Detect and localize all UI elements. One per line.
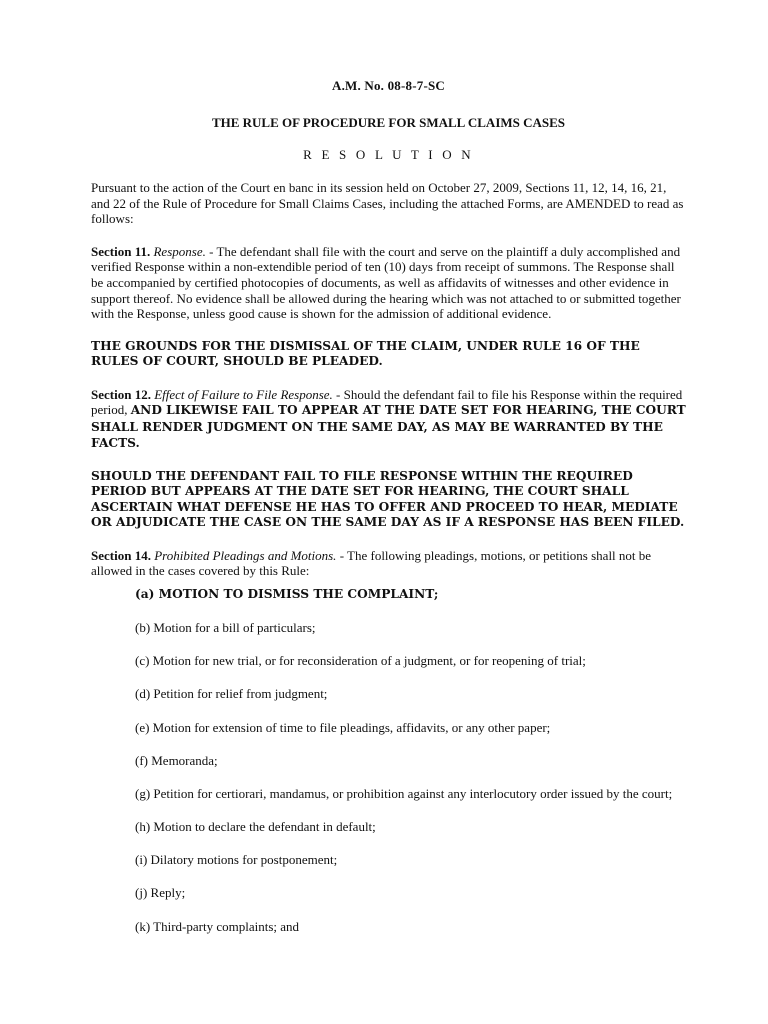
resolution-heading-text: R E S O L U T I O N <box>303 147 474 162</box>
prohibited-pleadings-list <box>91 587 686 934</box>
list-item: (g) Petition for certiorari, mandamus, or prohibition against any interlocutory order issued by the court; <box>135 785 673 801</box>
list-item: (f) Memoranda; <box>135 752 218 768</box>
section-12-caps-inline: AND LIKEWISE FAIL TO APPEAR AT THE DATE SET FOR HEARING, THE COURT SHALL RENDER JUDGMENT ON THE SAME DAY, AS MAY BE WARRANTED BY THE FACTS. <box>91 403 686 451</box>
list-item: (c) Motion for new trial, or for reconsideration of a judgment, or for reopening of trial; <box>135 653 586 669</box>
section-11-caps-paragraph: THE GROUNDS FOR THE DISMISSAL OF THE CLAIM, UNDER RULE 16 OF THE RULES OF COURT, SHOULD BE PLEADED. <box>91 338 640 369</box>
resolution-heading <box>91 147 686 163</box>
section-12-label: Section 12. <box>91 386 151 402</box>
section-11-paragraph <box>91 244 686 322</box>
list-item: (k) Third-party complaints; and <box>135 918 300 934</box>
section-11-title: Response. <box>153 243 206 259</box>
list-item: (b) Motion for a bill of particulars; <box>135 619 316 635</box>
section-12-paragraph <box>91 387 686 452</box>
section-14-text: - The following pleadings, motions, or petitions shall not be allowed in the cases covered by this Rule: <box>91 547 652 579</box>
document-number: A.M. No. 08-8-7-SC <box>331 78 445 93</box>
list-item: (h) Motion to declare the defendant in default; <box>135 819 376 835</box>
intro-paragraph: Pursuant to the action of the Court en banc in its session held on October 27, 2009, Sections 11, 12, 14, 16, 21, and 22 of the Rule of Procedure for Small Claims Cases, including the attached Forms, are AMENDED to read as follows: <box>91 180 684 227</box>
section-11-label: Section 11. <box>91 243 151 259</box>
section-12-text: - Should the defendant fail to file his Response within the required period, <box>91 386 683 418</box>
document-title: THE RULE OF PROCEDURE FOR SMALL CLAIMS CASES <box>211 115 566 130</box>
section-12-title: Effect of Failure to File Response. <box>154 386 333 402</box>
section-14-label: Section 14. <box>91 547 151 563</box>
section-14-paragraph <box>91 548 686 579</box>
section-11-text: - The defendant shall file with the court and serve on the plaintiff a duly accomplished and verified Response within a non-extendible period of ten (10) days from receipt of summons. The Response shall be accompanied by certified photocopies of documents, as well as affidavits of witnesses and other evidence in support thereof. No evidence shall be allowed during the hearing which was not attached to or submitted together with the Response, unless good cause is shown for the admission of additional evidence. <box>91 243 681 322</box>
list-item: (d) Petition for relief from judgment; <box>135 686 328 702</box>
list-item: (e) Motion for extension of time to file pleadings, affidavits, or any other paper; <box>135 719 551 735</box>
list-item: (i) Dilatory motions for postponement; <box>135 852 338 868</box>
section-14-title: Prohibited Pleadings and Motions. <box>154 547 337 563</box>
section-12-caps-paragraph: SHOULD THE DEFENDANT FAIL TO FILE RESPONSE WITHIN THE REQUIRED PERIOD BUT APPEARS AT THE DATE SET FOR HEARING, THE COURT SHALL ASCERTAIN WHAT DEFENSE HE HAS TO OFFER AND PROCEED TO HEAR, MEDIATE OR ADJUDICATE THE CASE ON THE SAME DAY AS IF A RESPONSE HAS BEEN FILED. <box>91 468 685 530</box>
list-item: (a) MOTION TO DISMISS THE COMPLAINT; <box>135 586 439 601</box>
list-item: (j) Reply; <box>135 885 186 901</box>
